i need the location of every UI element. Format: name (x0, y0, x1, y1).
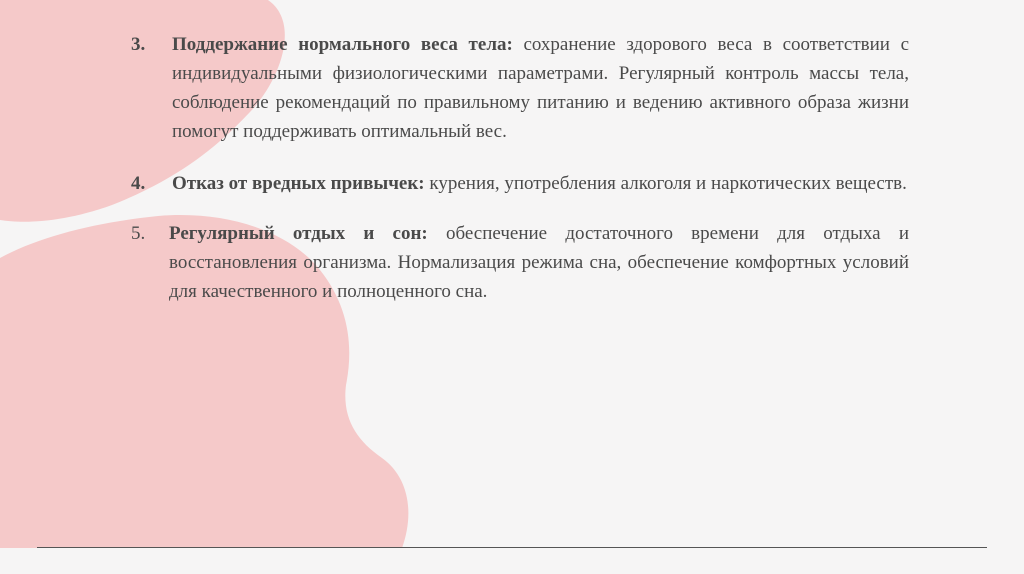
item-number: 5. (131, 223, 146, 244)
item-body: курения, употребления алкоголя и наркотических веществ. (424, 173, 907, 194)
item-number: 4. (131, 173, 146, 194)
item-text (172, 169, 909, 198)
item-body: сохранение здорового веса в соответствии с индивидуальными физиологическими параметрами. Регулярный контроль массы тела, соблюдение рекомендаций по правильному питанию и ведению активного образа жизни помогут поддерживать оптимальный вес. (172, 34, 909, 142)
content-list (131, 30, 909, 306)
item-lead: Регулярный отдых и сон: (169, 223, 428, 244)
item-text (169, 219, 909, 306)
list-item-5 (131, 219, 909, 306)
item-body: обеспечение достаточного времени для отдыха и восстановления организма. Нормализация режима сна, обеспечение комфортных условий для качественного и полноценного сна. (169, 223, 909, 302)
item-lead: Поддержание нормального веса тела: (172, 34, 513, 55)
footer-divider (37, 547, 987, 548)
item-lead: Отказ от вредных привычек: (172, 173, 425, 194)
list-item-4 (131, 169, 909, 198)
item-number: 3. (131, 34, 146, 55)
item-text (172, 30, 909, 146)
list-item-3 (131, 30, 909, 146)
